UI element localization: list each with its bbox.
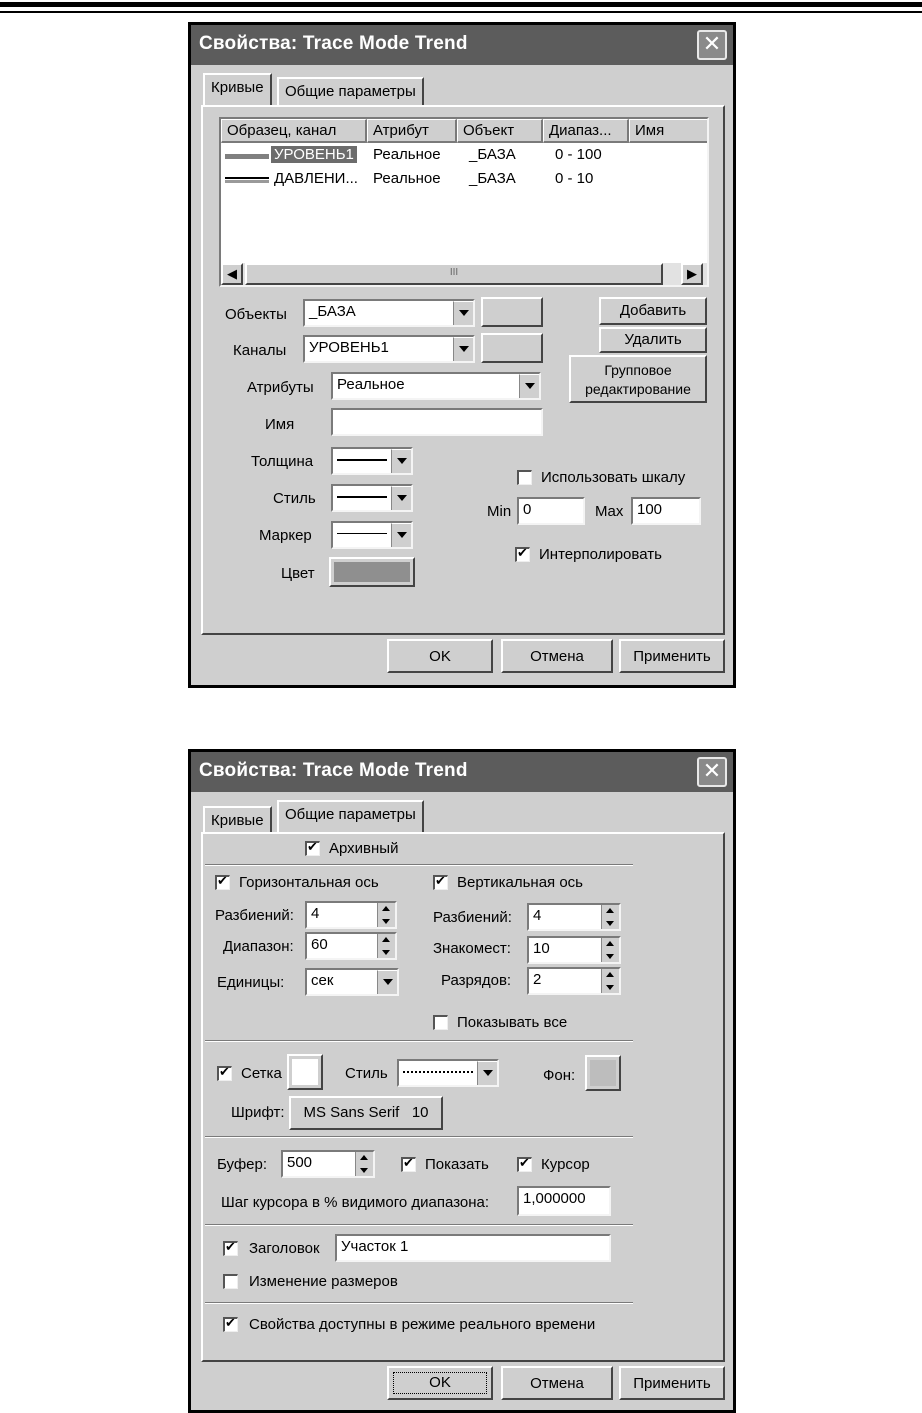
page-rule-top <box>0 2 922 7</box>
min-input[interactable] <box>517 497 585 525</box>
font-button[interactable] <box>289 1096 443 1130</box>
close-icon[interactable]: ✕ <box>697 30 727 60</box>
range-cell: 0 - 10 <box>555 170 594 187</box>
v-positions-value: 10 <box>533 940 550 957</box>
title-bar[interactable] <box>191 25 733 65</box>
grid-style-label: Стиль <box>345 1065 388 1082</box>
add-button-label: Добавить <box>619 302 687 319</box>
delete-button-label: Удалить <box>624 331 682 348</box>
style-label: Стиль <box>273 490 316 507</box>
h-axis-checkbox[interactable] <box>215 875 230 890</box>
divider <box>205 1302 633 1304</box>
curve-sample-shadow <box>225 180 269 183</box>
h-units-value: сек <box>311 972 334 989</box>
header-input[interactable] <box>335 1234 611 1262</box>
cancel-label: Отмена <box>530 648 584 665</box>
attributes-dropdown[interactable] <box>331 372 541 400</box>
thickness-dropdown[interactable] <box>331 447 413 475</box>
cancel-button[interactable] <box>501 639 613 673</box>
resize-checkbox[interactable] <box>223 1274 238 1289</box>
attributes-value: Реальное <box>337 376 405 393</box>
v-divisions-label: Разбиений: <box>433 909 512 926</box>
show-label: Показать <box>425 1156 489 1173</box>
grid-label: Сетка <box>241 1065 282 1082</box>
horizontal-scrollbar[interactable] <box>221 263 707 285</box>
name-label: Имя <box>265 416 295 433</box>
tab-label: Кривые <box>211 812 264 829</box>
ok-label: OK <box>429 648 451 665</box>
v-digits-spinner[interactable] <box>527 967 621 995</box>
chevron-down-icon[interactable] <box>391 486 411 510</box>
use-scale-checkbox[interactable] <box>517 470 532 485</box>
grid-color-button[interactable] <box>287 1054 323 1090</box>
v-axis-checkbox[interactable] <box>433 875 448 890</box>
ok-button[interactable] <box>387 639 493 673</box>
group-edit-button[interactable] <box>569 355 707 403</box>
channels-dropdown[interactable] <box>303 335 475 363</box>
ok-focus-rect <box>393 1372 487 1394</box>
font-button-label: MS Sans Serif 10 <box>303 1104 429 1121</box>
color-label: Цвет <box>281 565 315 582</box>
chevron-down-icon[interactable] <box>391 523 411 547</box>
font-label: Шрифт: <box>231 1104 285 1121</box>
v-axis-label: Вертикальная ось <box>457 874 583 891</box>
cancel-label: Отмена <box>530 1375 584 1392</box>
v-digits-label: Разрядов: <box>441 972 512 989</box>
chevron-down-icon[interactable] <box>477 1061 497 1085</box>
cursor-step-input[interactable] <box>517 1186 611 1216</box>
objects-browse-button[interactable] <box>481 297 543 327</box>
resize-label: Изменение размеров <box>249 1273 398 1290</box>
min-label: Min <box>487 503 512 520</box>
channels-label: Каналы <box>233 342 287 359</box>
tab-curves[interactable] <box>203 806 272 834</box>
use-scale-label: Использовать шкалу <box>541 469 686 486</box>
chevron-down-icon[interactable] <box>391 449 411 473</box>
show-all-label: Показывать все <box>457 1014 568 1031</box>
tab-general[interactable] <box>277 77 424 105</box>
tab-label: Общие параметры <box>285 806 416 823</box>
dialog-curves <box>188 22 736 688</box>
apply-label: Применить <box>633 1375 711 1392</box>
objects-value: _БАЗА <box>309 303 356 320</box>
color-button[interactable] <box>329 557 415 587</box>
objects-label: Объекты <box>225 306 287 323</box>
tab-label: Кривые <box>211 79 264 96</box>
h-range-value: 60 <box>311 936 328 953</box>
divider <box>205 1136 633 1138</box>
scroll-right-icon[interactable]: ▶ <box>681 263 703 285</box>
dotted-line-sample <box>403 1071 473 1073</box>
thickness-label: Толщина <box>251 453 314 470</box>
h-units-dropdown[interactable] <box>305 968 399 996</box>
h-units-label: Единицы: <box>217 974 285 991</box>
scroll-grip: III <box>449 267 459 278</box>
spinner-arrows-icon[interactable] <box>377 934 395 958</box>
page-rule-bottom <box>0 11 922 13</box>
realtime-label: Свойства доступны в режиме реального времени <box>249 1316 596 1333</box>
spinner-arrows-icon[interactable] <box>377 903 395 927</box>
max-label: Max <box>595 503 624 520</box>
channels-browse-button[interactable] <box>481 333 543 363</box>
range-cell: 0 - 100 <box>555 146 602 163</box>
cursor-step-value: 1,000000 <box>523 1190 586 1207</box>
list-item[interactable] <box>221 169 707 193</box>
background-color-button[interactable] <box>585 1055 621 1091</box>
header-label: Заголовок <box>249 1240 320 1257</box>
window-title: Свойства: Trace Mode Trend <box>199 33 468 54</box>
curve-sample <box>225 177 269 179</box>
object-cell: _БАЗА <box>469 170 516 187</box>
attribute-cell: Реальное <box>373 170 441 187</box>
show-checkbox[interactable] <box>401 1157 416 1172</box>
ok-label: OK <box>429 1374 451 1391</box>
cancel-button[interactable] <box>501 1366 613 1400</box>
v-positions-spinner[interactable] <box>527 936 621 964</box>
spinner-arrows-icon[interactable] <box>355 1152 373 1176</box>
buffer-label: Буфер: <box>217 1156 268 1173</box>
cursor-checkbox[interactable] <box>517 1157 532 1172</box>
v-digits-value: 2 <box>533 971 542 988</box>
tab-curves[interactable] <box>203 73 272 105</box>
spinner-arrows-icon[interactable] <box>601 969 619 993</box>
marker-label: Маркер <box>259 527 312 544</box>
buffer-value: 500 <box>287 1154 313 1171</box>
min-value: 0 <box>523 501 532 518</box>
style-dropdown[interactable] <box>331 484 413 512</box>
archive-checkbox[interactable] <box>305 841 320 856</box>
h-range-spinner[interactable] <box>305 932 397 960</box>
chevron-down-icon[interactable] <box>377 970 397 994</box>
cursor-step-label: Шаг курсора в % видимого диапазона: <box>221 1194 490 1211</box>
marker-line-sample <box>337 533 387 534</box>
tab-general[interactable] <box>277 800 424 832</box>
archive-label: Архивный <box>329 840 399 857</box>
apply-button[interactable] <box>619 1366 725 1400</box>
column-header-object[interactable]: Объект <box>457 119 543 143</box>
window-title: Свойства: Trace Mode Trend <box>199 760 468 781</box>
color-swatch <box>334 562 410 582</box>
group-edit-line2: редактирование <box>585 381 691 397</box>
header-value: Участок 1 <box>341 1238 409 1255</box>
interpolate-checkbox[interactable] <box>515 547 530 562</box>
h-divisions-label: Разбиений: <box>215 907 294 924</box>
v-positions-label: Знакомест: <box>433 940 511 957</box>
h-range-label: Диапазон: <box>223 938 294 955</box>
delete-button[interactable] <box>599 327 707 353</box>
curve-sample <box>225 154 269 159</box>
cursor-label: Курсор <box>541 1156 590 1173</box>
realtime-checkbox[interactable] <box>223 1317 238 1332</box>
style-line-sample <box>337 496 387 498</box>
spinner-arrows-icon[interactable] <box>601 905 619 929</box>
spinner-arrows-icon[interactable] <box>601 938 619 962</box>
chevron-down-icon[interactable] <box>453 337 473 361</box>
objects-dropdown[interactable] <box>303 299 475 327</box>
chevron-down-icon[interactable] <box>453 301 473 325</box>
chevron-down-icon[interactable] <box>519 374 539 398</box>
title-bar[interactable] <box>191 752 733 792</box>
scroll-thumb[interactable] <box>245 263 663 285</box>
grid-style-dropdown[interactable] <box>397 1059 499 1087</box>
divider <box>205 1224 633 1226</box>
grid-checkbox[interactable] <box>217 1066 232 1081</box>
add-button[interactable] <box>599 297 707 325</box>
close-icon[interactable]: ✕ <box>697 757 727 787</box>
column-header-name[interactable]: Имя <box>629 119 709 143</box>
h-divisions-value: 4 <box>311 905 320 922</box>
attributes-label: Атрибуты <box>247 379 314 396</box>
curve-list[interactable] <box>219 117 709 287</box>
object-cell: _БАЗА <box>469 146 516 163</box>
column-header-sample[interactable]: Образец, канал <box>221 119 367 143</box>
apply-button[interactable] <box>619 639 725 673</box>
dialog-general-params <box>188 749 736 1413</box>
background-color-swatch <box>590 1060 616 1086</box>
grid-color-swatch <box>292 1059 318 1085</box>
show-all-checkbox[interactable] <box>433 1015 448 1030</box>
channel-cell: УРОВЕНЬ1 <box>271 146 357 163</box>
max-value: 100 <box>637 501 663 518</box>
attribute-cell: Реальное <box>373 146 441 163</box>
h-divisions-spinner[interactable] <box>305 901 397 929</box>
max-input[interactable] <box>631 497 701 525</box>
channels-value: УРОВЕНЬ1 <box>309 339 389 356</box>
header-checkbox[interactable] <box>223 1241 238 1256</box>
divider <box>205 1040 633 1042</box>
tab-label: Общие параметры <box>285 83 416 100</box>
thickness-line-sample <box>337 459 387 461</box>
apply-label: Применить <box>633 648 711 665</box>
scroll-left-icon[interactable]: ◀ <box>221 263 243 285</box>
interpolate-label: Интерполировать <box>539 546 662 563</box>
divider <box>205 864 633 866</box>
v-divisions-value: 4 <box>533 907 542 924</box>
column-header-attribute[interactable]: Атрибут <box>367 119 457 143</box>
buffer-spinner[interactable] <box>281 1150 375 1178</box>
list-item[interactable] <box>221 145 707 169</box>
column-header-range[interactable]: Диапаз... <box>543 119 629 143</box>
h-axis-label: Горизонтальная ось <box>239 874 379 891</box>
ok-button[interactable] <box>387 1366 493 1400</box>
marker-dropdown[interactable] <box>331 521 413 549</box>
group-edit-line1: Групповое <box>604 362 672 378</box>
channel-cell: ДАВЛЕНИ... <box>274 170 358 187</box>
v-divisions-spinner[interactable] <box>527 903 621 931</box>
name-input[interactable] <box>331 408 543 436</box>
background-label: Фон: <box>543 1067 576 1084</box>
